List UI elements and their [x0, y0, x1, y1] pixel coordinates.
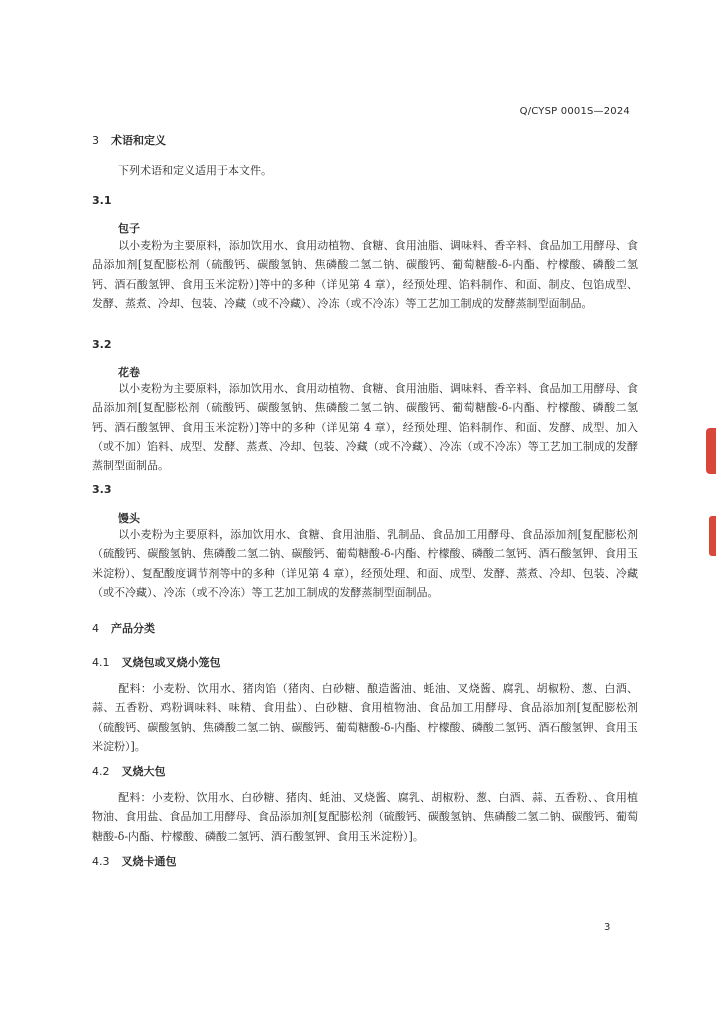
clause-heading: 4.3 叉烧卡通包	[92, 855, 177, 868]
term-definition: 以小麦粉为主要原料，添加饮用水、食用动植物、食糖、食用油脂、调味料、香辛料、食品加工用酵母、食品添加剂[复配膨松剂（硫酸钙、碳酸氢钠、焦磷酸二氢二钠、碳酸钙、葡萄糖酸-δ-内酯、柠檬酸、磷酸二氢钙、酒石酸氢钾、食用玉米淀粉）]等中的多种（详见第 4 章），经预处理、馅料制作、和面、制皮、包馅成型、发酵、蒸煮、冷却、包装、冷藏（或不冷藏）、冷冻（或不冷冻）等工艺加工制成的发酵蒸制型面制品。	[92, 239, 638, 310]
term-definition: 以小麦粉为主要原料，添加饮用水、食糖、食用油脂、乳制品、食品加工用酵母、食品添加剂[复配膨松剂（硫酸钙、碳酸氢钠、焦磷酸二氢二钠、碳酸钙、葡萄糖酸-δ-内酯、柠檬酸、磷酸二氢钙、酒石酸氢钾、食用玉米淀粉）、复配酸度调节剂等中的多种（详见第 4 章），经预处理、和面、成型、发酵、蒸煮、冷却、包装、冷藏（或不冷藏）、冷冻（或不冷冻）等工艺加工制成的发酵蒸制型面制品。	[92, 528, 638, 599]
seal-fragment	[706, 428, 716, 474]
term-title: 花卷	[118, 366, 140, 379]
section-4-heading	[92, 620, 155, 636]
clause-heading: 4.1 叉烧包或叉烧小笼包	[92, 656, 221, 669]
section-title: 术语和定义	[111, 134, 166, 147]
section-number: 3	[92, 134, 99, 147]
seal-fragment	[709, 516, 716, 556]
section-title: 产品分类	[111, 622, 155, 635]
term-definition: 以小麦粉为主要原料，添加饮用水、食用动植物、食糖、食用油脂、调味料、香辛料、食品加工用酵母、食品添加剂[复配膨松剂（硫酸钙、碳酸氢钠、焦磷酸二氢二钠、碳酸钙、葡萄糖酸-δ-内酯、柠檬酸、磷酸二氢钙、酒石酸氢钾、食用玉米淀粉）]等中的多种（详见第 4 章），经预处理、馅料制作、和面、发酵、成型、加入（或不加）馅料、成型、发酵、蒸煮、冷却、包装、冷藏（或不冷藏）、冷冻（或不冷冻）等工艺加工制成的发酵蒸制型面制品。	[92, 382, 638, 473]
ingredients-paragraph: 配料：小麦粉、饮用水、白砂糖、猪肉、蚝油、叉烧酱、腐乳、胡椒粉、葱、白酒、蒜、五香粉、、食用植物油、食用盐、食品加工用酵母、食品添加剂[复配膨松剂（硫酸钙、碳酸氢钠、焦磷酸二氢二钠、碳酸钙、葡萄糖酸-δ-内酯、柠檬酸、磷酸二氢钙、酒石酸氢钾、食用玉米淀粉）]。	[92, 791, 638, 843]
section-3-intro: 下列术语和定义适用于本文件。	[118, 164, 272, 177]
section-3-heading	[92, 132, 166, 148]
term-title: 包子	[118, 222, 140, 235]
page-number: 3	[604, 922, 611, 933]
clause-number: 3.3	[92, 483, 112, 496]
section-number: 4	[92, 622, 99, 635]
doc-code: Q/CYSP 0001S—2024	[519, 106, 630, 117]
ingredients-paragraph: 配料：小麦粉、饮用水、猪肉馅（猪肉、白砂糖、酿造酱油、蚝油、叉烧酱、腐乳、胡椒粉、葱、白酒、蒜、五香粉、鸡粉调味料、味精、食用盐）、白砂糖、食用植物油、食品加工用酵母、食品添加剂[复配膨松剂（硫酸钙、碳酸氢钠、焦磷酸二氢二钠、碳酸钙、葡萄糖酸-δ-内酯、柠檬酸、磷酸二氢钙、酒石酸氢钾、食用玉米淀粉）]。	[92, 682, 638, 753]
clause-heading: 4.2 叉烧大包	[92, 765, 166, 778]
term-title: 馒头	[118, 512, 140, 525]
clause-number: 3.1	[92, 194, 112, 207]
clause-number: 3.2	[92, 338, 112, 351]
